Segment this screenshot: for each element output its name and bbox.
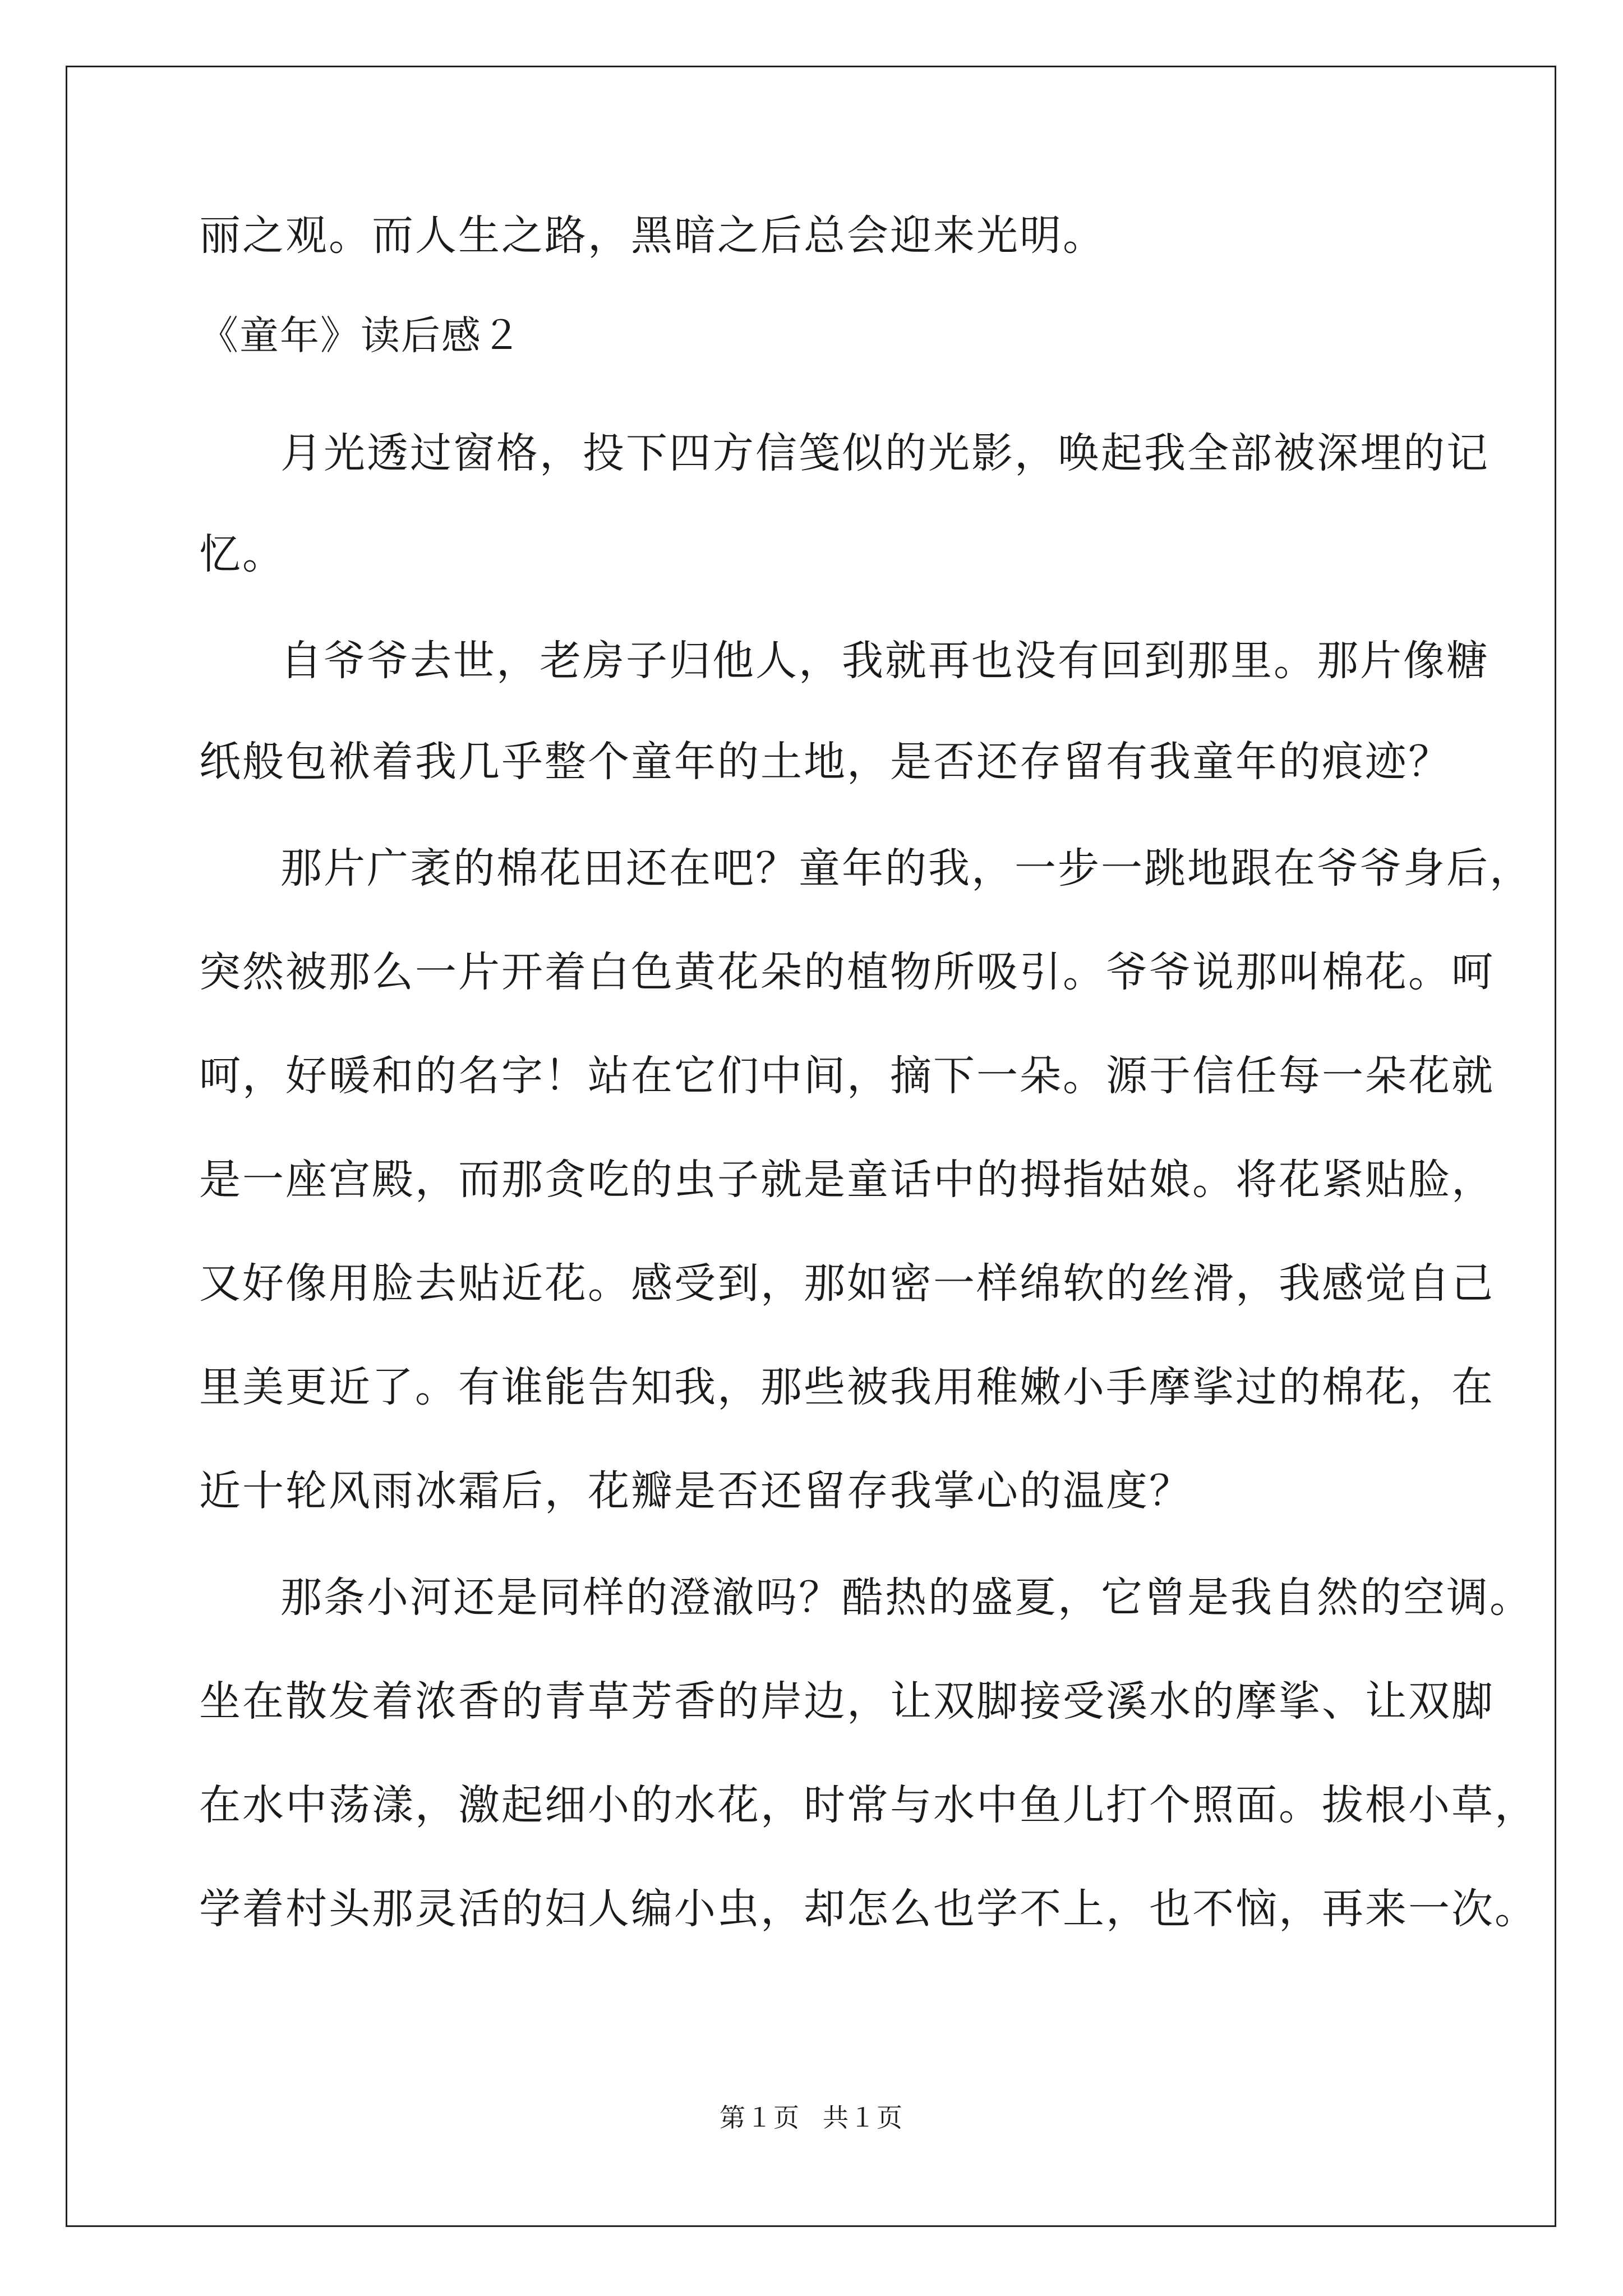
paragraph-2-line-1: 自爷爷去世，老房子归他人，我就再也没有回到那里。那片像糖	[280, 637, 1490, 685]
section-title: 《童年》读后感２	[199, 312, 522, 358]
paragraph-3-line-1: 那片广袤的棉花田还在吧？童年的我，一步一跳地跟在爷爷身后，	[280, 844, 1533, 892]
page-total: 共１页	[823, 2102, 903, 2133]
page-number: 第１页	[720, 2102, 800, 2133]
paragraph-3-line-6: 里美更近了。有谁能告知我，那些被我用稚嫩小手摩挲过的棉花，在	[199, 1363, 1495, 1411]
paragraph-4-line-2: 坐在散发着浓香的青草芳香的岸边，让双脚接受溪水的摩挲、让双脚	[199, 1677, 1495, 1726]
paragraph-3-line-3: 呵，好暖和的名字！站在它们中间，摘下一朵。源于信任每一朵花就	[199, 1052, 1495, 1100]
paragraph-4-line-4: 学着村头那灵活的妇人编小虫，却怎么也学不上，也不恼，再来一次。	[199, 1885, 1538, 1933]
paragraph-4-line-3: 在水中荡漾，激起细小的水花，时常与水中鱼儿打个照面。拔根小草，	[199, 1781, 1538, 1829]
paragraph-1-line-2: 忆。	[199, 530, 285, 578]
page-footer	[0, 2101, 1623, 2134]
paragraph-3-line-7: 近十轮风雨冰霜后，花瓣是否还留存我掌心的温度？	[199, 1467, 1192, 1515]
paragraph-3-line-4: 是一座宫殿，而那贪吃的虫子就是童话中的拇指姑娘。将花紧贴脸，	[199, 1156, 1495, 1204]
paragraph-4-line-1: 那条小河还是同样的澄澈吗？酷热的盛夏，它曾是我自然的空调。	[280, 1573, 1533, 1622]
paragraph-1-line-1: 月光透过窗格，投下四方信笺似的光影，唤起我全部被深埋的记	[280, 429, 1490, 477]
paragraph-3-line-2: 突然被那么一片开着白色黄花朵的植物所吸引。爷爷说那叫棉花。呵	[199, 948, 1495, 996]
opening-line: 丽之观。而人生之路，黑暗之后总会迎来光明。	[199, 211, 1106, 260]
paragraph-2-line-2: 纸般包袱着我几乎整个童年的土地，是否还存留有我童年的痕迹？	[199, 738, 1451, 786]
paragraph-3-line-5: 又好像用脸去贴近花。感受到，那如密一样绵软的丝滑，我感觉自己	[199, 1259, 1495, 1308]
